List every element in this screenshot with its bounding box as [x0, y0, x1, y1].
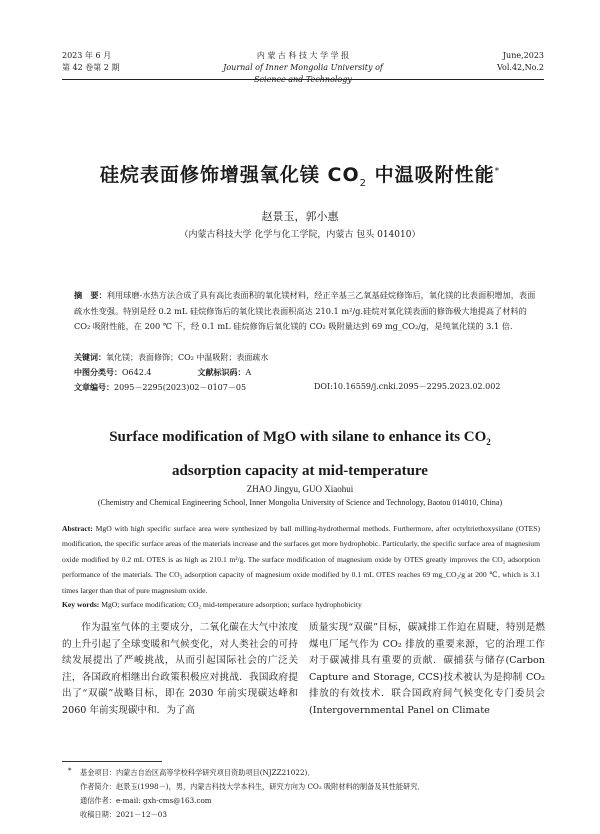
footnote-author: 作者简介：赵景玉(1998－)，男，内蒙古科技大学本科生，研究方向为 CO₂ 吸附材料的制备及其性能研究． — [80, 782, 425, 791]
paper-title-zh — [40, 160, 560, 189]
classification-row — [74, 365, 251, 380]
footnote-received: 收稿日期：2021－12－03 — [80, 810, 167, 819]
volume-info — [404, 50, 544, 74]
title-en-line1-text: Surface modification of MgO with silane to enhance its CO — [109, 429, 487, 445]
volume-issue-en: Vol.42,No.2 — [497, 63, 544, 72]
volume-issue-zh: 第 42 卷第 2 期 — [62, 63, 120, 72]
abstract-en-text: MgO with high specific surface area were synthesized by ball milling-hydrothermal methods. Furthermore, after octyltriethoxysilane (OTES) modification, the specific surface areas of the materials increase and the surfaces get more hydrophobic. Particularly, the specific surface area of magnesium oxide modified by 0.2 mL OTES is as high as 210.1 m²/g. The surface modification of magnesium oxide by OTES greatly improves the CO₂ adsorption performance of the materials. The CO₂ adsorption capacity of magnesium oxide modified by 0.1 mL OTES reaches 69 mg_CO₂/g at 200 ℃, which is 3.1 times larger than that of pure magnesium oxide. — [62, 524, 540, 595]
abstract-zh-label: 摘 要： — [74, 290, 107, 300]
header-rule — [62, 79, 544, 80]
doc-code-label: 文献标识码： — [197, 367, 246, 377]
body-column-right: 质量实现“双碳”目标，碳减排工作迫在眉睫，特别是燃煤电厂尾气作为 CO₂ 排放的重要来源，它的治理工作对于碳减排具有重要的贡献．碳捕获与储存(Carbon Capture and Storage, CCS)技术被认为是抑制 CO₂ 排放的有效技术．联合国政府间气候变化专门委员会(Intergovernmental Panel on Climate — [309, 622, 545, 716]
keywords-zh-label: 关键词： — [74, 352, 106, 362]
running-header — [62, 50, 544, 84]
keywords-en — [62, 598, 540, 612]
journal-name — [212, 50, 394, 86]
title-zh-main: 硅烷表面修饰增强氧化镁 CO — [99, 164, 360, 186]
affiliation-zh: （内蒙古科技大学 化学与化工学院，内蒙古 包头 014010） — [179, 230, 421, 240]
body-column-left: 作为温室气体的主要成分，二氧化碳在大气中浓度的上升引起了全球变暖和气候变化，对人类社会的可持续发展提出了严峻挑战，从而引起国际社会的广泛关注，各国政府相继出台政策积极应对挑战．我国政府提出了“双碳”战略目标，即在 2030 年前实现碳达峰和 2060 年前实现碳中和．为了高 — [62, 622, 298, 716]
title-en-subscript: 2 — [486, 437, 491, 447]
paper-title-en — [40, 423, 560, 486]
footnote-contact: 通信作者：e-mail: gxh-cms@163.com — [80, 796, 212, 805]
footnote-fund: 基金项目：内蒙古自治区高等学校科学研究项目资助项目(NJZZ21022)． — [80, 768, 315, 777]
journal-name-en: Journal of Inner Mongolia University of Science and Technology — [223, 63, 383, 84]
affiliation-en: (Chemistry and Chemical Engineering School, Inner Mongolia University of Science and Technology, Baotou 014010, China) — [97, 498, 503, 507]
article-no-label: 文章编号： — [74, 382, 114, 392]
keywords-zh-text: 氧化镁；表面修饰；CO₂ 中温吸附；表面疏水 — [106, 353, 269, 362]
clc-label: 中图分类号： — [74, 367, 122, 377]
abstract-en-label: Abstract: — [62, 524, 93, 533]
title-footnote-mark: * — [494, 166, 501, 177]
issue-date-en: June,2023 — [502, 51, 544, 60]
keywords-en-text: MgO; surface modification; CO₂ mid-temperature adsorption; surface hydrophobicity — [99, 600, 362, 609]
keywords-zh — [74, 350, 268, 365]
title-zh-tail: 中温吸附性能 — [366, 164, 495, 186]
clc-value: O642.4 — [122, 368, 152, 377]
title-zh-subscript: 2 — [359, 177, 367, 189]
authors-zh: 赵景玉，郭小惠 — [261, 210, 339, 223]
issue-date — [62, 50, 202, 74]
issue-date-line: 2023 年 6 月 — [62, 51, 112, 60]
title-en-line2: adsorption capacity at mid-temperature — [172, 463, 428, 479]
title-en-line1 — [40, 423, 560, 457]
footnote-rule — [62, 761, 162, 762]
footnote-star: * — [68, 767, 72, 775]
abstract-en — [62, 521, 540, 598]
keywords-en-label: Key words: — [62, 600, 100, 609]
doc-code-value: A — [245, 368, 252, 377]
abstract-zh — [74, 288, 540, 335]
article-no-value: 2095－2295(2023)02－0107－05 — [114, 383, 247, 392]
article-number-row — [74, 380, 554, 395]
doi: DOI:10.16559/j.cnki.2095－2295.2023.02.002 — [314, 382, 501, 391]
journal-name-zh: 内 蒙 古 科 技 大 学 学 报 — [256, 51, 350, 60]
abstract-zh-text: 利用球磨-水热方法合成了具有高比表面积的氧化镁材料，经正辛基三乙氧基硅烷修饰后，氧化镁的比表面积增加，表面疏水性变强。特别是经 0.2 mL 硅烷修饰后的氧化镁比表面积高达 210.1 m²/g.硅烷对氧化镁表面的修饰极大地提高了材料的 CO₂ 吸附性能，在 200 ℃ 下，经 0.1 mL 硅烷修饰后氧化镁的 CO₂ 吸附量达到 69 mg_CO₂/g，是纯氧化镁的 3.1 倍. — [74, 290, 536, 332]
authors-en: ZHAO Jingyu, GUO Xiaohui — [246, 484, 354, 494]
